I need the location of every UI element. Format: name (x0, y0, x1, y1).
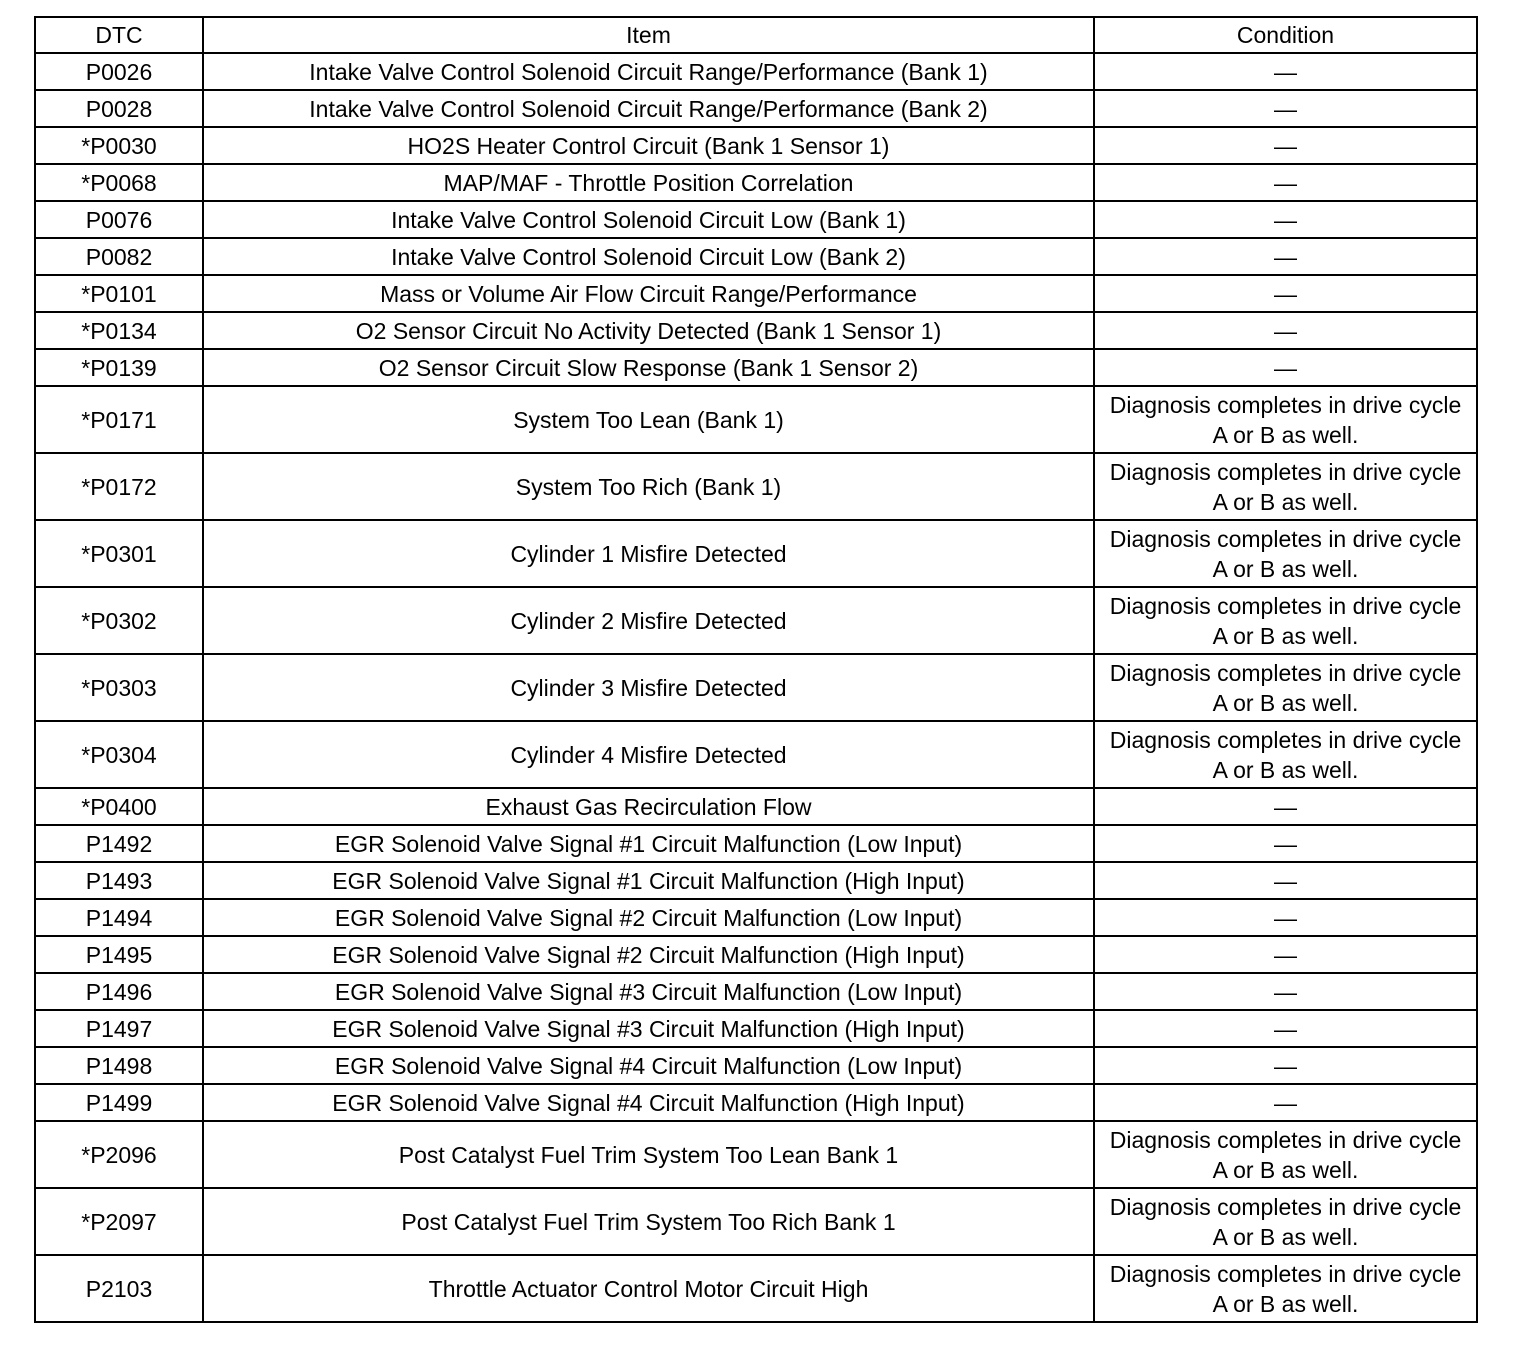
table-row (35, 1188, 1477, 1255)
dtc-cell: P1496 (35, 973, 203, 1010)
dtc-cell: *P0030 (35, 127, 203, 164)
dtc-cell: *P0171 (35, 386, 203, 453)
table-row (35, 53, 1477, 90)
dtc-cell: *P0139 (35, 349, 203, 386)
dtc-cell: *P0304 (35, 721, 203, 788)
table-row (35, 788, 1477, 825)
dtc-cell: P0026 (35, 53, 203, 90)
table-row (35, 127, 1477, 164)
header-item: Item (203, 17, 1094, 53)
dtc-cell: P0076 (35, 201, 203, 238)
condition-cell: Diagnosis completes in drive cycle A or B as well. (1094, 654, 1477, 721)
table-row (35, 164, 1477, 201)
item-cell: Intake Valve Control Solenoid Circuit Range/Performance (Bank 1) (203, 53, 1094, 90)
condition-cell: Diagnosis completes in drive cycle A or B as well. (1094, 386, 1477, 453)
table-row (35, 899, 1477, 936)
condition-cell: — (1094, 862, 1477, 899)
dtc-cell: P1495 (35, 936, 203, 973)
condition-cell: — (1094, 1084, 1477, 1121)
item-cell: Throttle Actuator Control Motor Circuit High (203, 1255, 1094, 1322)
table-row (35, 1084, 1477, 1121)
condition-cell: — (1094, 238, 1477, 275)
item-cell: Post Catalyst Fuel Trim System Too Lean Bank 1 (203, 1121, 1094, 1188)
item-cell: EGR Solenoid Valve Signal #3 Circuit Malfunction (High Input) (203, 1010, 1094, 1047)
dtc-cell: P1492 (35, 825, 203, 862)
condition-cell: Diagnosis completes in drive cycle A or B as well. (1094, 1188, 1477, 1255)
condition-cell: — (1094, 349, 1477, 386)
table-row (35, 275, 1477, 312)
condition-cell: Diagnosis completes in drive cycle A or B as well. (1094, 587, 1477, 654)
dtc-cell: P1494 (35, 899, 203, 936)
dtc-cell: P0028 (35, 90, 203, 127)
condition-cell: — (1094, 899, 1477, 936)
table-row (35, 238, 1477, 275)
condition-cell: — (1094, 201, 1477, 238)
dtc-cell: *P0101 (35, 275, 203, 312)
table-row (35, 1010, 1477, 1047)
condition-cell: — (1094, 164, 1477, 201)
table-row (35, 973, 1477, 1010)
table-row (35, 1047, 1477, 1084)
dtc-cell: *P0134 (35, 312, 203, 349)
condition-cell: — (1094, 127, 1477, 164)
table-row (35, 936, 1477, 973)
item-cell: Cylinder 3 Misfire Detected (203, 654, 1094, 721)
header-dtc: DTC (35, 17, 203, 53)
dtc-cell: P1499 (35, 1084, 203, 1121)
table-row (35, 587, 1477, 654)
condition-cell: — (1094, 275, 1477, 312)
dtc-table (34, 16, 1478, 1323)
dtc-cell: P0082 (35, 238, 203, 275)
item-cell: EGR Solenoid Valve Signal #2 Circuit Malfunction (Low Input) (203, 899, 1094, 936)
dtc-cell: P1493 (35, 862, 203, 899)
item-cell: O2 Sensor Circuit No Activity Detected (Bank 1 Sensor 1) (203, 312, 1094, 349)
table-row (35, 721, 1477, 788)
dtc-cell: P2103 (35, 1255, 203, 1322)
dtc-cell: P1498 (35, 1047, 203, 1084)
condition-cell: — (1094, 973, 1477, 1010)
table-row (35, 312, 1477, 349)
item-cell: EGR Solenoid Valve Signal #4 Circuit Malfunction (High Input) (203, 1084, 1094, 1121)
table-row (35, 1121, 1477, 1188)
item-cell: Cylinder 4 Misfire Detected (203, 721, 1094, 788)
dtc-cell: *P0301 (35, 520, 203, 587)
item-cell: EGR Solenoid Valve Signal #3 Circuit Malfunction (Low Input) (203, 973, 1094, 1010)
item-cell: Cylinder 2 Misfire Detected (203, 587, 1094, 654)
dtc-cell: *P2096 (35, 1121, 203, 1188)
table-row (35, 90, 1477, 127)
table-row (35, 825, 1477, 862)
table-row (35, 654, 1477, 721)
item-cell: EGR Solenoid Valve Signal #1 Circuit Malfunction (High Input) (203, 862, 1094, 899)
condition-cell: — (1094, 90, 1477, 127)
table-row (35, 862, 1477, 899)
item-cell: EGR Solenoid Valve Signal #2 Circuit Malfunction (High Input) (203, 936, 1094, 973)
dtc-cell: *P0068 (35, 164, 203, 201)
item-cell: Intake Valve Control Solenoid Circuit Low (Bank 1) (203, 201, 1094, 238)
item-cell: EGR Solenoid Valve Signal #4 Circuit Malfunction (Low Input) (203, 1047, 1094, 1084)
condition-cell: — (1094, 53, 1477, 90)
item-cell: Mass or Volume Air Flow Circuit Range/Performance (203, 275, 1094, 312)
condition-cell: — (1094, 1047, 1477, 1084)
table-row (35, 520, 1477, 587)
dtc-cell: *P0400 (35, 788, 203, 825)
table-row (35, 1255, 1477, 1322)
condition-cell: Diagnosis completes in drive cycle A or B as well. (1094, 1255, 1477, 1322)
table-body (35, 53, 1477, 1322)
dtc-cell: *P0172 (35, 453, 203, 520)
item-cell: MAP/MAF - Throttle Position Correlation (203, 164, 1094, 201)
condition-cell: — (1094, 825, 1477, 862)
condition-cell: — (1094, 1010, 1477, 1047)
condition-cell: — (1094, 312, 1477, 349)
dtc-cell: P1497 (35, 1010, 203, 1047)
table-row (35, 349, 1477, 386)
dtc-cell: *P0302 (35, 587, 203, 654)
dtc-cell: *P2097 (35, 1188, 203, 1255)
header-condition: Condition (1094, 17, 1477, 53)
table-header-row (35, 17, 1477, 53)
item-cell: O2 Sensor Circuit Slow Response (Bank 1 Sensor 2) (203, 349, 1094, 386)
condition-cell: Diagnosis completes in drive cycle A or B as well. (1094, 1121, 1477, 1188)
condition-cell: Diagnosis completes in drive cycle A or B as well. (1094, 721, 1477, 788)
condition-cell: Diagnosis completes in drive cycle A or B as well. (1094, 520, 1477, 587)
dtc-cell: *P0303 (35, 654, 203, 721)
table-row (35, 201, 1477, 238)
condition-cell: — (1094, 936, 1477, 973)
condition-cell: Diagnosis completes in drive cycle A or B as well. (1094, 453, 1477, 520)
item-cell: System Too Lean (Bank 1) (203, 386, 1094, 453)
item-cell: HO2S Heater Control Circuit (Bank 1 Sensor 1) (203, 127, 1094, 164)
condition-cell: — (1094, 788, 1477, 825)
item-cell: Intake Valve Control Solenoid Circuit Low (Bank 2) (203, 238, 1094, 275)
table-row (35, 386, 1477, 453)
table-row (35, 453, 1477, 520)
item-cell: Exhaust Gas Recirculation Flow (203, 788, 1094, 825)
item-cell: Post Catalyst Fuel Trim System Too Rich Bank 1 (203, 1188, 1094, 1255)
item-cell: Cylinder 1 Misfire Detected (203, 520, 1094, 587)
item-cell: Intake Valve Control Solenoid Circuit Range/Performance (Bank 2) (203, 90, 1094, 127)
item-cell: System Too Rich (Bank 1) (203, 453, 1094, 520)
item-cell: EGR Solenoid Valve Signal #1 Circuit Malfunction (Low Input) (203, 825, 1094, 862)
